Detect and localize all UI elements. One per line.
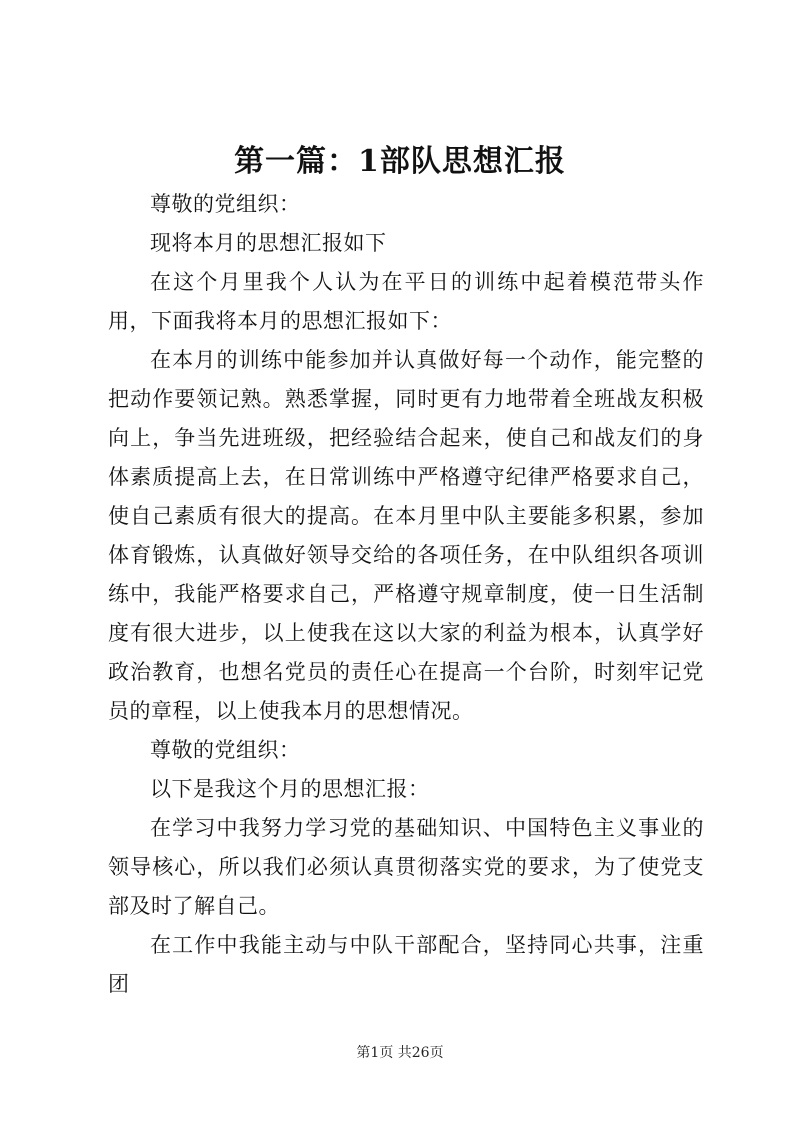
body-paragraph: 在工作中我能主动与中队干部配合，坚持同心共事，注重团	[108, 933, 704, 996]
document-title: 第一篇：1部队思想汇报	[234, 144, 566, 179]
intro-paragraph: 现将本月的思想汇报如下	[150, 231, 387, 255]
document-body	[108, 185, 704, 1004]
salutation-paragraph: 尊敬的党组织：	[150, 738, 301, 762]
page-number-footer: 第1页 共26页	[356, 1045, 444, 1061]
body-paragraph: 在本月的训练中能参加并认真做好每一个动作，能完整的把动作要领记熟。熟悉掌握，同时更有力地带着全班战友积极向上，争当先进班级，把经验结合起来，使自己和战友们的身体素质提高上去，在日常训练中严格遵守纪律严格要求自己，使自己素质有很大的提高。在本月里中队主要能多积累，参加体育锻炼，认真做好领导交给的各项任务，在中队组织各项训练中，我能严格要求自己，严格遵守规章制度，使一日生活制度有很大进步，以上使我在这以大家的利益为根本，认真学好政治教育，也想名党员的责任心在提高一个台阶，时刻牢记党员的章程，以上使我本月的思想情况。	[108, 348, 704, 723]
salutation-paragraph: 尊敬的党组织：	[150, 192, 301, 216]
body-paragraph: 在学习中我努力学习党的基础知识、中国特色主义事业的领导核心，所以我们必须认真贯彻落实党的要求，为了使党支部及时了解自己。	[108, 816, 704, 918]
intro-paragraph: 以下是我这个月的思想汇报：	[150, 777, 430, 801]
body-paragraph: 在这个月里我个人认为在平日的训练中起着模范带头作用，下面我将本月的思想汇报如下：	[108, 270, 704, 333]
